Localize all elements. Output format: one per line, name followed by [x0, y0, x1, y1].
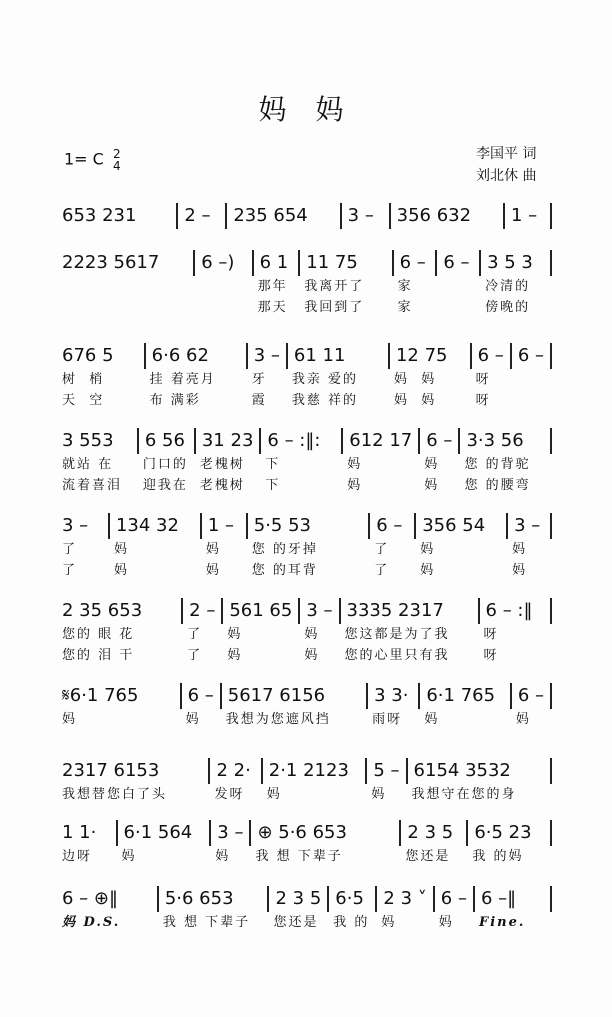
score-system	[62, 598, 552, 666]
measure-notes: 6 –	[435, 250, 479, 276]
measure	[418, 428, 458, 496]
measure	[503, 203, 552, 229]
measure-notes: 561 65	[221, 598, 298, 624]
measure	[418, 683, 509, 730]
measure-notes: 2 35 653	[62, 600, 143, 621]
measure-notes: 11 75	[298, 250, 391, 276]
measure-notes: ⊕ 5·6 653	[249, 820, 399, 846]
lyric-verse-1: 挂 着亮月	[149, 372, 216, 387]
measure	[246, 343, 286, 411]
measure-notes: 2317 6153	[62, 760, 160, 781]
score-system	[62, 683, 552, 730]
lyric-verse-1: 妈	[347, 457, 363, 472]
measure-notes: 6·5 23	[466, 820, 552, 846]
measure	[62, 758, 208, 805]
measure	[365, 758, 405, 805]
measure	[392, 250, 436, 318]
lyric-verse-1: 就站 在	[62, 457, 114, 472]
measure-notes: 653 231	[62, 205, 137, 226]
lyric-verse-1: 了	[187, 627, 203, 642]
lyric-verse-1: 您 的背驼	[464, 457, 531, 472]
measure	[259, 428, 341, 496]
lyric-verse-1: 我亲 爱的	[291, 372, 359, 387]
measure	[62, 428, 137, 496]
measure-notes: 6 –	[433, 886, 473, 912]
lyric-verse-2: 那天	[257, 300, 288, 315]
measure	[388, 343, 470, 411]
lyric-verse-2: 妈 妈	[393, 393, 437, 408]
lyric-verse-1: 门口的	[142, 457, 188, 472]
measure	[62, 820, 116, 867]
lyric-verse-1: 我 想 下辈子	[255, 849, 343, 864]
measure	[340, 203, 389, 229]
measure	[181, 598, 221, 666]
lyric-verse-1: 妈	[266, 787, 282, 802]
measure	[466, 820, 552, 867]
measure	[406, 758, 552, 805]
lyric-verse-1: 老槐树	[199, 457, 245, 472]
measure-notes: 3 –	[506, 513, 552, 539]
measure-notes: 3 553	[62, 430, 114, 451]
measure-notes: 1 –	[503, 203, 552, 229]
measure-notes: 6 1	[252, 250, 299, 276]
lyric-verse-1: 我想替您白了头	[62, 787, 168, 802]
time-sig-bottom: 4	[112, 159, 121, 173]
measure	[327, 886, 375, 933]
lyric-verse-2: 迎我在	[142, 478, 188, 493]
lyric-verse-2	[193, 297, 251, 318]
lyric-verse-2	[435, 297, 479, 318]
measure	[62, 513, 108, 581]
measure	[435, 250, 479, 318]
measure-notes: 6·1 564	[116, 820, 210, 846]
lyric-verse-1: 我想守在您的身	[411, 787, 517, 802]
lyric-verse-2: 我慈 祥的	[291, 393, 359, 408]
lyric-verse-1: 树 梢	[62, 372, 105, 387]
lyric-verse-1: 妈	[185, 712, 201, 727]
measure-notes: 2 3 5	[267, 886, 327, 912]
lyric-verse-1	[62, 276, 193, 297]
measure-notes: 3 –	[246, 343, 286, 369]
measure	[157, 886, 268, 933]
measure-notes: 3 –	[209, 820, 249, 846]
composer: 刘北休 曲	[476, 168, 537, 184]
measure-notes: 2223 5617	[62, 252, 160, 273]
measure-notes: 6 –	[180, 683, 220, 709]
lyric-verse-1: 您的 眼 花	[62, 627, 135, 642]
measure-notes: 𝄋6·1 765	[62, 685, 139, 706]
measure	[137, 428, 194, 496]
measure-notes: 6 –	[470, 343, 510, 369]
lyric-verse-2: 呀	[483, 648, 499, 663]
measure	[62, 343, 144, 411]
lyric-verse-1: 您这都是为了我	[344, 627, 450, 642]
lyric-verse-2: 流着喜泪	[62, 478, 123, 493]
measure-notes: 612 17	[341, 428, 418, 454]
measure	[368, 513, 414, 581]
lyric-verse-1: 我 的	[333, 915, 370, 930]
lyric-verse-2: 您的 泪 干	[62, 648, 135, 663]
lyric-verse-1	[193, 276, 251, 297]
lyric-verse-1: 您还是	[405, 849, 451, 864]
measure	[510, 343, 552, 411]
score-system	[62, 343, 552, 411]
measure	[200, 513, 246, 581]
measure-notes: 2 3 5	[399, 820, 466, 846]
measure-notes: 6 – :‖:	[259, 428, 341, 454]
measure	[209, 820, 249, 867]
score-system	[62, 250, 552, 318]
measure	[176, 203, 225, 229]
lyric-verse-1: 妈	[371, 787, 387, 802]
score-system	[62, 758, 552, 805]
measure	[375, 886, 432, 933]
measure	[433, 886, 473, 933]
lyricist: 李国平 词	[476, 146, 537, 162]
lyric-verse-2: 了	[62, 563, 78, 578]
measure	[298, 598, 338, 666]
measure	[249, 820, 399, 867]
measure-notes: 6·5	[327, 886, 375, 912]
lyric-verse-1: 妈 D.S.	[62, 915, 121, 930]
measure-notes: 3335 2317	[339, 598, 478, 624]
lyric-verse-1: 了	[62, 542, 78, 557]
lyric-verse-1: 呀	[483, 627, 499, 642]
lyric-verse-2: 家	[397, 300, 413, 315]
measure	[261, 758, 366, 805]
score-system	[62, 428, 552, 496]
measure	[267, 886, 327, 933]
measure	[341, 428, 418, 496]
lyric-verse-2: 妈	[304, 648, 320, 663]
lyric-verse-1: 家	[397, 279, 413, 294]
measure	[194, 428, 260, 496]
measure	[62, 250, 193, 318]
lyric-verse-2: 了	[374, 563, 390, 578]
measure-notes: 2·1 2123	[261, 758, 366, 784]
lyric-verse-1: 妈	[227, 627, 243, 642]
lyric-verse-1: 妈	[113, 542, 129, 557]
lyric-verse-1: 妈	[205, 542, 221, 557]
measure	[339, 598, 478, 666]
measure-notes: 6 –	[510, 343, 552, 369]
lyric-verse-1: 妈	[121, 849, 137, 864]
measure	[180, 683, 220, 730]
measure-notes: 6 56	[137, 428, 194, 454]
measure	[220, 683, 366, 730]
measure-notes: 5·6 653	[157, 886, 268, 912]
measure	[473, 886, 552, 933]
measure-notes: 6·6 62	[144, 343, 246, 369]
measure	[225, 203, 339, 229]
measure	[399, 820, 466, 867]
measure-notes: 12 75	[388, 343, 470, 369]
lyric-verse-1: 冷清的	[485, 279, 531, 294]
measure	[62, 683, 180, 730]
measure-notes: 31 23	[194, 428, 260, 454]
lyric-verse-1: 呀	[475, 372, 491, 387]
measure	[479, 250, 552, 318]
credits	[476, 143, 536, 187]
measure-notes: 235 654	[225, 203, 339, 229]
measure-notes: 3 –	[298, 598, 338, 624]
measure	[458, 428, 552, 496]
measure-notes: 6154 3532	[406, 758, 552, 784]
lyric-verse-1: 那年	[257, 279, 288, 294]
measure	[506, 513, 552, 581]
measure-notes: 6 –	[510, 683, 552, 709]
lyric-verse-1: 边呀	[62, 849, 93, 864]
lyric-verse-1: 我想为您遮风挡	[225, 712, 331, 727]
lyric-verse-2: 天 空	[62, 393, 105, 408]
lyric-verse-2: 妈	[227, 648, 243, 663]
lyric-verse-1	[435, 276, 479, 297]
lyric-verse-2	[510, 390, 552, 411]
measure-notes: 6 –)	[193, 250, 251, 276]
measure	[298, 250, 391, 318]
measure-notes: 6 –	[368, 513, 414, 539]
lyric-verse-1: 妈	[62, 712, 78, 727]
measure-notes: 6·1 765	[418, 683, 509, 709]
measure-notes: 6 –	[418, 428, 458, 454]
measure	[116, 820, 210, 867]
score-system	[62, 203, 552, 229]
lyric-verse-2: 傍晚的	[485, 300, 531, 315]
measure-notes: 6 – :‖	[478, 598, 552, 624]
measure-notes: 356 54	[414, 513, 506, 539]
lyric-verse-1: 牙	[251, 372, 267, 387]
measure-notes: 6 –‖	[473, 886, 552, 912]
measure-notes: 3 5 3	[479, 250, 552, 276]
lyric-verse-2: 妈	[347, 478, 363, 493]
lyric-verse-2: 您的心里只有我	[344, 648, 450, 663]
measure-notes: 3 –	[340, 203, 389, 229]
measure-notes: 134 32	[108, 513, 200, 539]
measure	[221, 598, 298, 666]
measure	[389, 203, 503, 229]
score-system	[62, 820, 552, 867]
lyric-verse-1: 您还是	[273, 915, 319, 930]
lyric-verse-2: 妈	[420, 563, 436, 578]
lyric-verse-2: 您 的耳背	[251, 563, 318, 578]
measure	[144, 343, 246, 411]
lyric-verse-1: 妈	[512, 542, 528, 557]
lyric-verse-1: Fine.	[478, 915, 526, 930]
lyric-verse-1	[510, 369, 552, 390]
lyric-verse-1: 妈	[304, 627, 320, 642]
lyric-verse-2: 呀	[475, 393, 491, 408]
measure-notes: 6 – ⊕‖	[62, 888, 118, 909]
measure	[478, 598, 552, 666]
score-system	[62, 886, 552, 933]
lyric-verse-2: 了	[187, 648, 203, 663]
measure	[414, 513, 506, 581]
measure-notes: 3 –	[62, 515, 89, 536]
lyric-verse-1: 发呀	[214, 787, 245, 802]
key-signature	[64, 148, 121, 172]
lyric-verse-1: 了	[374, 542, 390, 557]
lyric-verse-1: 妈	[420, 542, 436, 557]
measure	[208, 758, 260, 805]
lyric-verse-2: 妈	[424, 478, 440, 493]
measure-notes: 5·5 53	[246, 513, 369, 539]
time-signature	[113, 148, 121, 172]
measure	[62, 886, 157, 933]
score-system	[62, 513, 552, 581]
lyric-verse-1: 我 的妈	[472, 849, 524, 864]
lyric-verse-1: 妈	[438, 915, 454, 930]
measure-notes: 3 3·	[366, 683, 418, 709]
measure	[366, 683, 418, 730]
lyric-verse-2: 下	[265, 478, 281, 493]
key-label: 1= C	[64, 149, 104, 169]
measure-notes: 2 –	[176, 203, 225, 229]
measure-notes: 61 11	[286, 343, 388, 369]
lyric-verse-2: 妈	[113, 563, 129, 578]
lyric-verse-1: 您 的牙掉	[251, 542, 318, 557]
lyric-verse-1: 妈	[424, 457, 440, 472]
measure	[62, 598, 181, 666]
measure-notes: 2 2·	[208, 758, 260, 784]
measure-notes: 3·3 56	[458, 428, 552, 454]
lyric-verse-1: 妈 妈	[393, 372, 437, 387]
time-sig-top: 2	[112, 147, 121, 161]
measure	[193, 250, 251, 318]
measure-notes: 6 –	[392, 250, 436, 276]
lyric-verse-2: 霞	[251, 393, 267, 408]
lyric-verse-2: 妈	[205, 563, 221, 578]
measure-notes: 2 –	[181, 598, 221, 624]
measure-notes: 1 –	[200, 513, 246, 539]
lyric-verse-1: 我离开了	[304, 279, 365, 294]
measure-notes: 676 5	[62, 345, 114, 366]
lyric-verse-1: 下	[265, 457, 281, 472]
lyric-verse-1: 妈	[515, 712, 531, 727]
measure-notes: 356 632	[389, 203, 503, 229]
lyric-verse-2: 布 满彩	[149, 393, 201, 408]
measure	[252, 250, 299, 318]
lyric-verse-1: 我 想 下辈子	[162, 915, 251, 930]
measure-notes: 2 3 ˅	[375, 886, 432, 912]
measure-notes: 1 1·	[62, 822, 97, 843]
lyric-verse-1: 妈	[381, 915, 397, 930]
measure	[286, 343, 388, 411]
lyric-verse-2: 我回到了	[304, 300, 365, 315]
measure	[108, 513, 200, 581]
lyric-verse-1: 妈	[424, 712, 440, 727]
measure	[470, 343, 510, 411]
measure	[62, 203, 176, 229]
measure	[246, 513, 369, 581]
lyric-verse-2	[62, 297, 193, 318]
measure-notes: 5 –	[365, 758, 405, 784]
lyric-verse-2: 妈	[512, 563, 528, 578]
lyric-verse-1: 雨呀	[372, 712, 403, 727]
lyric-verse-1: 妈	[215, 849, 231, 864]
measure	[510, 683, 552, 730]
song-title: 妈 妈	[258, 93, 354, 126]
lyric-verse-2: 老槐树	[199, 478, 245, 493]
lyric-verse-2: 您 的腰弯	[464, 478, 531, 493]
measure-notes: 5617 6156	[220, 683, 366, 709]
